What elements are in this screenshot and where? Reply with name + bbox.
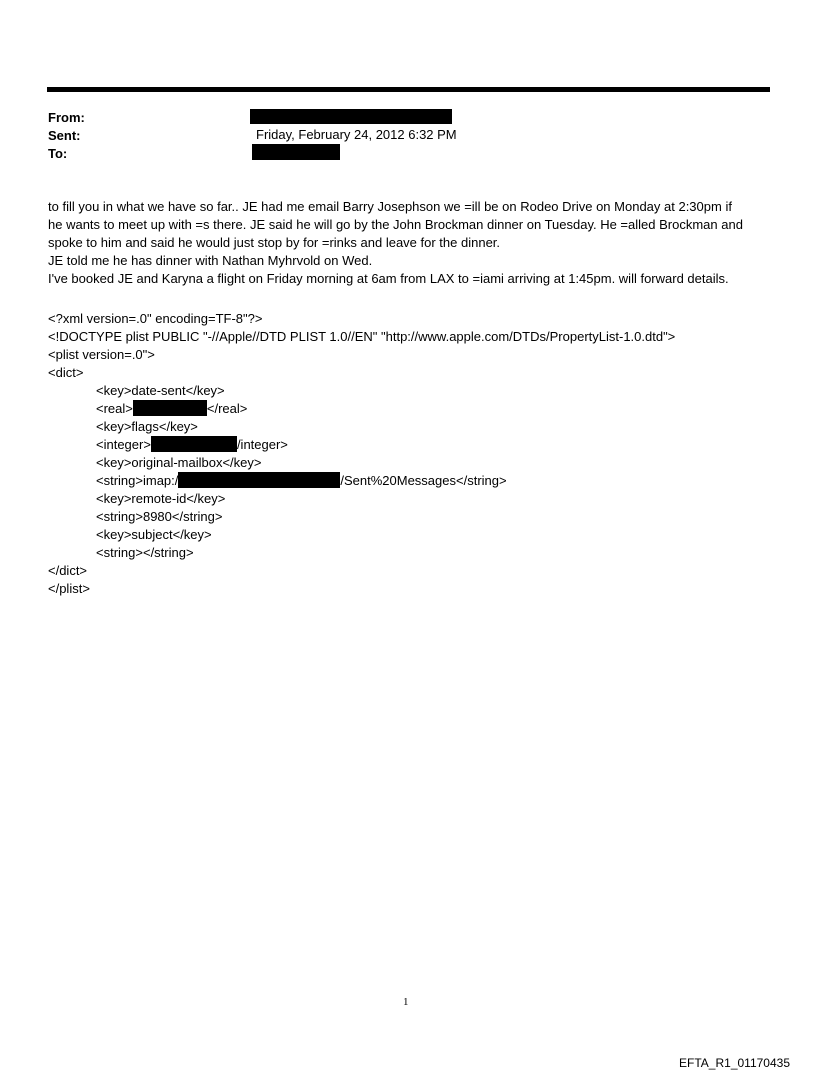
email-body bbox=[48, 198, 778, 288]
body-line: JE told me he has dinner with Nathan Myhrvold on Wed. bbox=[48, 253, 373, 268]
from-redaction bbox=[250, 109, 452, 124]
plist-line: <string></string> bbox=[96, 545, 194, 560]
plist-line: <key>flags</key> bbox=[96, 419, 198, 434]
imap-redaction bbox=[178, 472, 340, 488]
from-label: From: bbox=[48, 110, 85, 125]
body-line: to fill you in what we have so far.. JE had me email Barry Josephson we =ill be on Rodeo Drive on Monday at 2:30pm if bbox=[48, 199, 732, 214]
plist-line: <string>8980</string> bbox=[96, 509, 223, 524]
plist-line: <dict> bbox=[48, 365, 84, 380]
body-line: I've booked JE and Karyna a flight on Friday morning at 6am from LAX to =iami arriving at 1:45pm. will forward details. bbox=[48, 271, 729, 286]
real-close: </real> bbox=[206, 401, 248, 416]
plist-line: <key>date-sent</key> bbox=[96, 383, 225, 398]
plist-line: <key>remote-id</key> bbox=[96, 491, 226, 506]
real-redaction bbox=[133, 400, 207, 416]
plist-line: <?xml version=.0" encoding=TF-8"?> bbox=[48, 311, 263, 326]
plist-line: </dict> bbox=[48, 563, 88, 578]
real-open: <real> bbox=[96, 401, 133, 416]
sent-value: Friday, February 24, 2012 6:32 PM bbox=[256, 127, 457, 142]
imap-open: <string>imap:/ bbox=[96, 473, 179, 488]
plist-line bbox=[48, 472, 675, 490]
to-label: To: bbox=[48, 146, 68, 161]
plist-line: <key>original-mailbox</key> bbox=[96, 455, 262, 470]
plist-line: <!DOCTYPE plist PUBLIC "-//Apple//DTD PLIST 1.0//EN" "http://www.apple.com/DTDs/PropertyList-1.0.dtd"> bbox=[48, 329, 676, 344]
plist-line bbox=[48, 436, 675, 454]
plist-line bbox=[48, 400, 675, 418]
body-line: he wants to meet up with =s there. JE said he will go by the John Brockman dinner on Tuesday. He =alled Brockman and bbox=[48, 217, 743, 232]
page-number: 1 bbox=[403, 996, 409, 1008]
to-redaction bbox=[252, 144, 340, 160]
plist-block bbox=[48, 310, 675, 598]
body-line: spoke to him and said he would just stop by for =rinks and leave for the dinner. bbox=[48, 235, 501, 250]
plist-line: </plist> bbox=[48, 581, 90, 596]
imap-close: /Sent%20Messages</string> bbox=[340, 473, 507, 488]
plist-line: <key>subject</key> bbox=[96, 527, 212, 542]
sent-label: Sent: bbox=[48, 128, 81, 143]
header-rule bbox=[47, 87, 770, 92]
integer-redaction bbox=[151, 436, 237, 452]
integer-close: /integer> bbox=[236, 437, 288, 452]
plist-line: <plist version=.0"> bbox=[48, 347, 155, 362]
document-id: EFTA_R1_01170435 bbox=[679, 1056, 790, 1070]
integer-open: <integer> bbox=[96, 437, 151, 452]
